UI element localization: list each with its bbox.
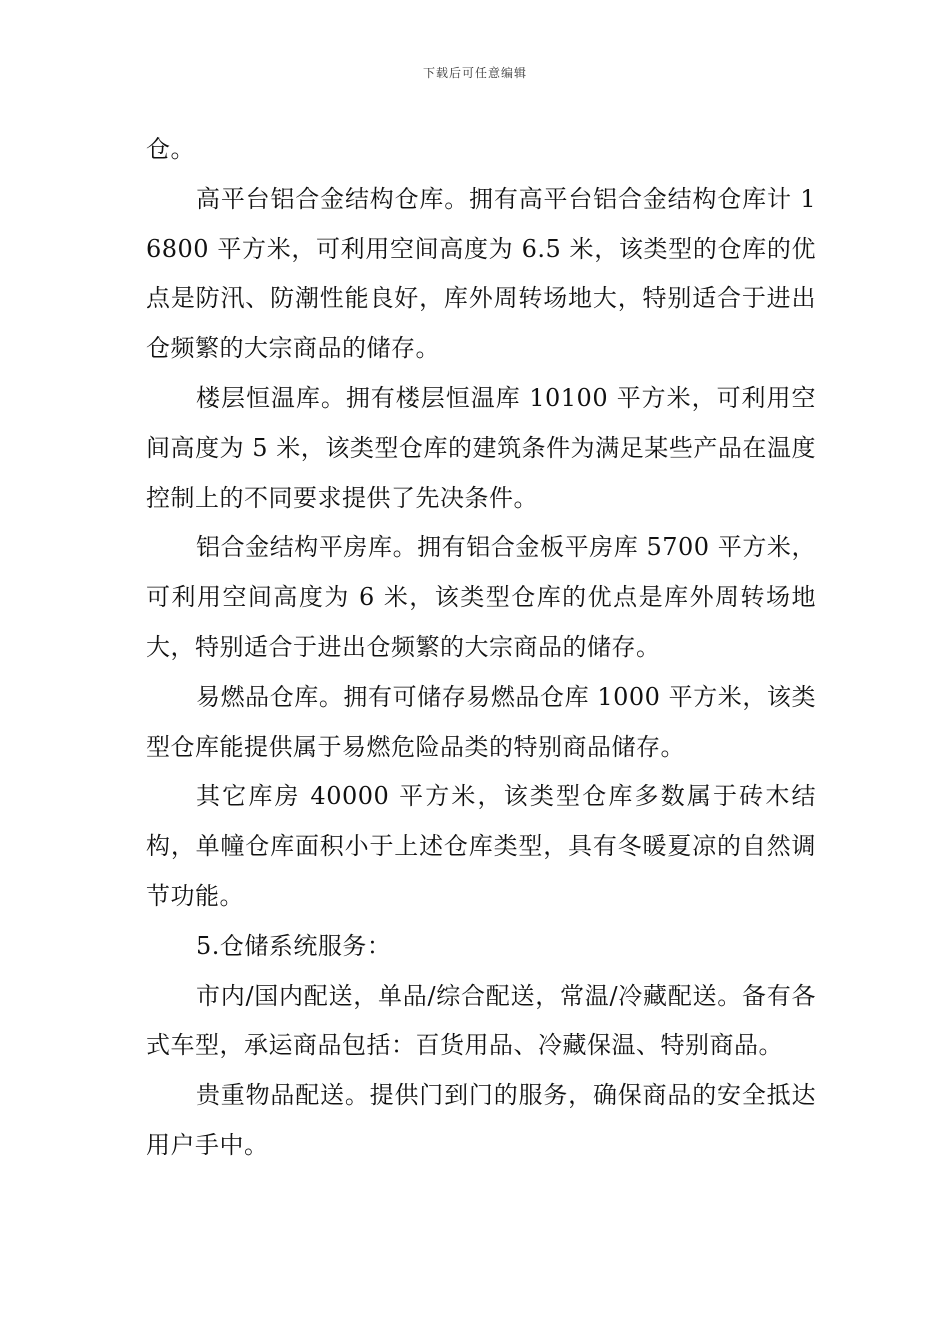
paragraph-aluminum-bungalow-warehouse: 铝合金结构平房库。拥有铝合金板平房库 5700 平方米，可利用空间高度为 6 米，该类型仓库的优点是库外周转场地大，特别适合于进出仓频繁的大宗商品的储存。 <box>146 533 816 661</box>
paragraph-constant-temperature-warehouse: 楼层恒温库。拥有楼层恒温库 10100 平方米，可利用空间高度为 5 米，该类型仓库的建筑条件为满足某些产品在温度控制上的不同要求提供了先决条件。 <box>146 383 816 512</box>
paragraph-flammable-goods-warehouse: 易燃品仓库。拥有可储存易燃品仓库 1000 平方米，该类型仓库能提供属于易燃危险品类的特别商品储存。 <box>146 682 816 761</box>
paragraph-distribution-services: 市内/国内配送，单品/综合配送，常温/冷藏配送。备有各式车型，承运商品包括：百货用品、冷藏保温、特别商品。 <box>146 981 816 1060</box>
paragraph-continuation: 仓。 <box>146 135 195 163</box>
page-header: 下载后可任意编辑 <box>422 66 527 80</box>
paragraph-high-platform-warehouse: 高平台铝合金结构仓库。拥有高平台铝合金结构仓库计 16800 平方米，可利用空间高度为 6.5 米，该类型的仓库的优点是防汛、防潮性能良好，库外周转场地大，特别适合于进出仓频繁的大宗商品的储存。 <box>146 184 816 363</box>
paragraph-other-warehouses: 其它库房 40000 平方米，该类型仓库多数属于砖木结构，单幢仓库面积小于上述仓库类型，具有冬暖夏凉的自然调节功能。 <box>146 782 816 910</box>
document-body <box>146 125 816 1171</box>
paragraph-valuables-delivery: 贵重物品配送。提供门到门的服务，确保商品的安全抵达用户手中。 <box>146 1081 816 1159</box>
section-heading-storage-services: 5.仓储系统服务： <box>196 931 392 960</box>
